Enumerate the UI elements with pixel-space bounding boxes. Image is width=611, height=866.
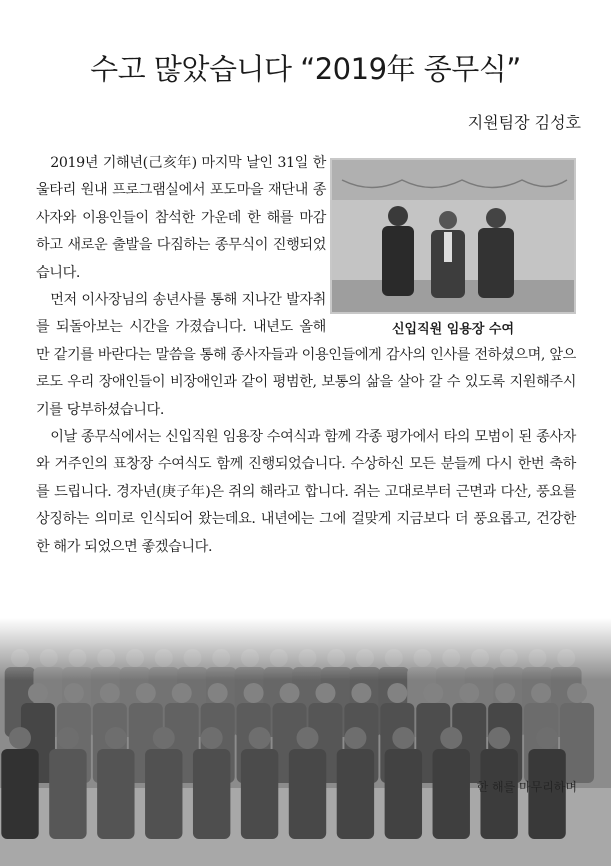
paragraph: 먼저 이사장님의 송년사를 통해 지나간 발자취를 되돌아보는 시간을 가졌습니다. 내년도 올해만 같기를 바란다는 말씀을 통해 종사자들과 이용인들에게 감사의 인사를 전하셨으며, 앞으로도 우리 장애인들이 비장애인과 같이 평범한, 보통의 삶을 살아 갈 수 있도록 지원해주시기를 당부하셨습니다. — [36, 292, 576, 418]
photo-caption: 신입직원 임용장 수여 — [391, 322, 515, 337]
article-body — [36, 150, 576, 561]
author-byline: 지원팀장 김성호 — [467, 113, 581, 132]
article-title: 수고 많았습니다 “2019年 종무식” — [90, 52, 521, 87]
photo-spacer — [326, 150, 576, 340]
group-photo — [0, 618, 611, 866]
group-photo-caption: 한 해를 마무리하며 — [476, 780, 577, 794]
paragraph: 이날 종무식에서는 신입직원 임용장 수여식과 함께 각종 평가에서 타의 모범이 된 종사자와 거주인의 표창장 수여식도 함께 진행되었습니다. 수상하신 모든 분들께 다시 한번 축하를 드립니다. 경자년(庚子年)은 쥐의 해라고 합니다. 쥐는 고대로부터 근면과 다산, 풍요를 상징하는 의미로 인식되어 왔는데요. 내년에는 그에 걸맞게 지금보다 더 풍요롭고, 건강한 한 해가 되었으면 좋겠습니다. — [36, 429, 576, 555]
paragraph: 2019년 기해년(己亥年) 마지막 날인 31일 한울타리 원내 프로그램실에서 포도마을 재단내 종사자와 이용인들이 참석한 가운데 한 해를 마감하고 새로운 출발을 다짐하는 종무식이 진행되었습니다. — [36, 155, 326, 281]
